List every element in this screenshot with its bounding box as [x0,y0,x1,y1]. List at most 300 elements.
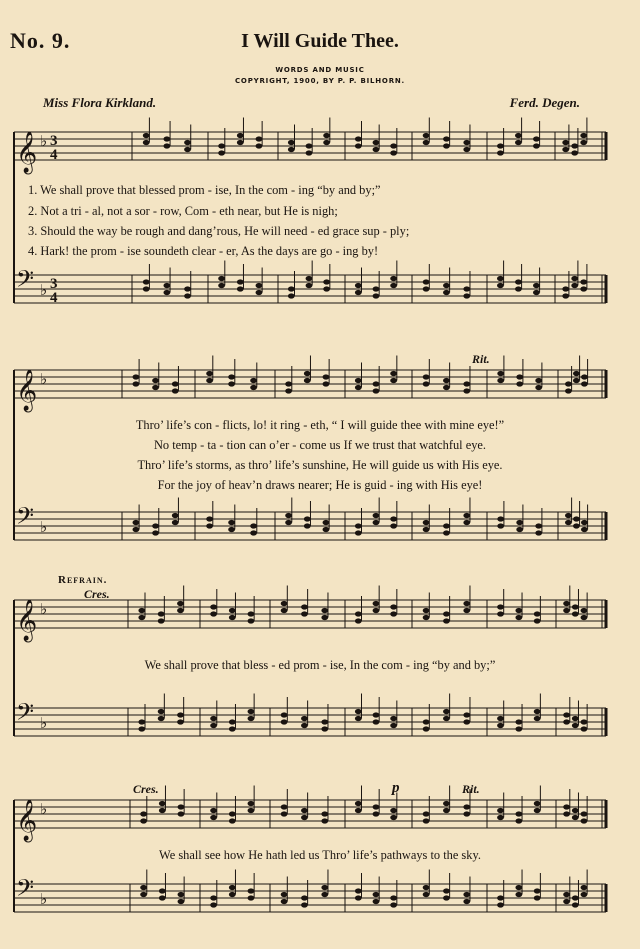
note-head [301,895,308,900]
note-head [580,133,587,138]
note-head [140,818,147,823]
note-head [571,283,578,288]
note-head [390,516,397,521]
note-head [301,815,308,820]
note-head [463,719,470,724]
note-head [572,902,579,907]
note-head [423,811,430,816]
note-head [373,601,380,606]
note-head [321,615,328,620]
note-head [210,902,217,907]
time-signature-bottom: 4 [50,290,58,306]
note-head [281,804,288,809]
note-head [497,523,504,528]
note-head [250,378,257,383]
note-head [177,712,184,717]
note-head [143,133,150,138]
note-head [390,604,397,609]
note-head [159,888,166,893]
note-head [373,381,380,386]
note-head [306,283,313,288]
note-head [321,719,328,724]
note-head [390,378,397,383]
note-head [390,808,397,813]
flat-icon: ♭ [40,518,48,536]
note-head [306,276,313,281]
note-head [423,286,430,291]
note-head [158,618,165,623]
note-head [534,709,541,714]
note-head [443,283,450,288]
note-head [163,283,170,288]
note-head [423,520,430,525]
note-head [143,279,150,284]
note-head [355,808,362,813]
note-head [497,150,504,155]
note-head [463,520,470,525]
bass-clef-icon: 𝄢 [16,874,35,907]
note-head [534,801,541,806]
note-head [534,895,541,900]
note-head [463,293,470,298]
note-head [423,615,430,620]
note-head [133,520,140,525]
note-head [323,140,330,145]
note-head [423,374,430,379]
note-head [288,147,295,152]
note-head [390,895,397,900]
note-head [323,527,330,532]
note-head [210,808,217,813]
note-head [497,815,504,820]
note-head [516,527,523,532]
note-head [306,150,313,155]
note-head [355,290,362,295]
note-head [206,516,213,521]
note-head [390,611,397,616]
note-head [355,530,362,535]
note-head [565,520,572,525]
note-head [562,140,569,145]
note-head [206,378,213,383]
note-head [229,726,236,731]
note-head [218,276,225,281]
time-signature-top: 3 [50,133,58,149]
note-head [323,286,330,291]
note-head [572,723,579,728]
note-head [355,618,362,623]
note-head [443,523,450,528]
note-head [229,719,236,724]
note-head [288,293,295,298]
bass-clef-icon: 𝄢 [16,698,35,731]
note-head [581,885,588,890]
note-head [373,899,380,904]
note-head [497,895,504,900]
note-head [423,608,430,613]
note-head [158,611,165,616]
note-head [229,615,236,620]
note-head [562,147,569,152]
note-head [178,804,185,809]
note-head [463,381,470,386]
note-head [463,712,470,717]
note-head [138,608,145,613]
note-head [563,804,570,809]
note-head [390,902,397,907]
note-head [463,899,470,904]
note-head [152,385,159,390]
note-head [288,140,295,145]
note-head [210,723,217,728]
note-head [228,520,235,525]
note-head [572,815,579,820]
note-head [138,615,145,620]
note-head [152,530,159,535]
note-head [152,378,159,383]
note-head [256,290,263,295]
note-head [573,371,580,376]
note-head [534,716,541,721]
ritardando-mark-1: Rit. [472,352,490,366]
note-head [565,388,572,393]
note-head [423,818,430,823]
note-head [301,604,308,609]
note-head [163,143,170,148]
note-head [248,716,255,721]
note-head [443,618,450,623]
verse2-line-2: No temp - ta - tion can o’er - come us If we trust that watchful eye. [153,438,487,452]
note-head [172,513,179,518]
note-head [163,136,170,141]
note-head [423,726,430,731]
note-head [304,523,311,528]
note-head [423,892,430,897]
note-head [534,611,541,616]
note-head [281,892,288,897]
note-head [172,520,179,525]
treble-clef-icon: 𝄞 [16,370,38,411]
note-head [172,381,179,386]
note-head [572,604,579,609]
note-head [323,374,330,379]
note-head [516,374,523,379]
note-head [237,140,244,145]
note-head [248,808,255,813]
note-head [184,286,191,291]
note-head [443,801,450,806]
note-head [248,709,255,714]
note-head [562,293,569,298]
note-head [443,143,450,148]
note-head [572,808,579,813]
note-head [184,293,191,298]
note-head [581,719,588,724]
note-head [443,378,450,383]
note-head [563,892,570,897]
note-head [423,133,430,138]
note-head [573,516,580,521]
note-head [571,150,578,155]
note-head [256,283,263,288]
note-head [355,716,362,721]
note-head [390,283,397,288]
note-head [373,712,380,717]
time-signature-top: 3 [50,276,58,292]
note-head [373,147,380,152]
note-head [323,520,330,525]
note-head [210,604,217,609]
copyright-line-2: COPYRIGHT, 1900, BY P. P. BILHORN. [235,77,405,85]
note-head [304,371,311,376]
ritardando-mark-2: Rit. [462,782,480,796]
note-head [571,276,578,281]
note-head [423,527,430,532]
note-head [355,143,362,148]
hymn-title: I Will Guide Thee. [241,30,399,52]
refrain-line-2: We shall see how He hath led us Thro’ life’s pathways to the sky. [159,848,481,862]
note-head [565,513,572,518]
note-head [159,808,166,813]
note-head [497,902,504,907]
copyright-line-1: WORDS AND MUSIC [275,66,365,74]
note-head [390,371,397,376]
note-head [250,523,257,528]
flat-icon: ♭ [40,890,48,908]
note-head [178,892,185,897]
note-head [515,719,522,724]
note-head [237,279,244,284]
note-head [534,618,541,623]
note-head [581,811,588,816]
note-head [321,892,328,897]
note-head [572,611,579,616]
note-head [423,381,430,386]
flat-icon: ♭ [40,370,48,388]
note-head [133,527,140,532]
note-head [301,902,308,907]
note-head [288,286,295,291]
note-head [565,381,572,386]
note-head [516,520,523,525]
note-head [515,279,522,284]
treble-clef-icon: 𝄞 [16,132,38,173]
note-head [281,811,288,816]
note-head [373,608,380,613]
note-head [301,716,308,721]
note-head [515,726,522,731]
note-head [443,385,450,390]
note-head [248,888,255,893]
note-head [301,808,308,813]
note-head [515,818,522,823]
note-head [373,811,380,816]
note-head [373,286,380,291]
verse1-line-4: 4. Hark! the prom - ise soundeth clear - er, As the days are go - ing by! [28,244,379,258]
note-head [237,133,244,138]
note-head [497,723,504,728]
note-head [250,385,257,390]
note-head [133,381,140,386]
crescendo-mark-1: Cres. [84,587,110,601]
note-head [534,888,541,893]
note-head [138,726,145,731]
note-head [463,388,470,393]
note-head [562,286,569,291]
note-head [229,885,236,890]
note-head [533,283,540,288]
note-head [563,608,570,613]
note-head [390,523,397,528]
note-head [581,608,588,613]
note-head [281,608,288,613]
note-head [210,716,217,721]
note-head [534,808,541,813]
note-head [178,899,185,904]
note-head [178,811,185,816]
note-head [535,523,542,528]
note-head [463,286,470,291]
note-head [229,608,236,613]
note-head [248,611,255,616]
note-head [563,712,570,717]
note-head [355,895,362,900]
note-head [355,801,362,806]
note-head [210,611,217,616]
note-head [581,527,588,532]
note-head [281,601,288,606]
note-head [355,378,362,383]
note-head [423,279,430,284]
treble-clef-icon: 𝄞 [16,600,38,641]
note-head [443,709,450,714]
note-head [373,520,380,525]
note-head [515,885,522,890]
note-head [355,136,362,141]
note-head [228,381,235,386]
note-head [497,378,504,383]
note-head [229,811,236,816]
note-head [497,143,504,148]
note-head [463,140,470,145]
note-head [533,136,540,141]
note-head [281,712,288,717]
note-head [306,143,313,148]
note-head [163,290,170,295]
note-head [423,885,430,890]
flat-icon: ♭ [40,800,48,818]
flat-icon: ♭ [40,714,48,732]
note-head [158,709,165,714]
note-head [580,286,587,291]
note-head [285,381,292,386]
note-head [177,601,184,606]
note-head [373,513,380,518]
note-head [390,815,397,820]
note-head [285,513,292,518]
note-head [373,388,380,393]
note-head [159,801,166,806]
note-head [443,888,450,893]
note-head [497,611,504,616]
note-head [497,716,504,721]
note-head [140,885,147,890]
verse2-line-1: Thro’ life’s con - flicts, lo! it ring - eth, “ I will guide thee with mine eye!” [135,418,505,432]
note-head [355,523,362,528]
note-head [373,140,380,145]
note-head [515,608,522,613]
note-head [143,140,150,145]
note-head [184,147,191,152]
note-head [321,726,328,731]
note-head [355,709,362,714]
note-head [563,811,570,816]
note-head [572,716,579,721]
note-head [355,888,362,893]
note-head [563,601,570,606]
note-head [581,381,588,386]
composer-credit: Ferd. Degen. [509,95,580,110]
note-head [323,133,330,138]
note-head [497,516,504,521]
note-head [497,276,504,281]
note-head [248,801,255,806]
note-head [580,140,587,145]
note-head [210,815,217,820]
note-head [373,892,380,897]
bass-clef-icon: 𝄢 [16,502,35,535]
note-head [443,716,450,721]
note-head [301,723,308,728]
note-head [321,811,328,816]
note-head [355,611,362,616]
note-head [533,143,540,148]
note-head [581,818,588,823]
time-signature-bottom: 4 [50,147,58,163]
note-head [515,892,522,897]
note-head [140,892,147,897]
note-head [443,530,450,535]
note-head [355,385,362,390]
note-head [301,611,308,616]
note-head [533,290,540,295]
note-head [237,286,244,291]
hymn-number: No. 9. [10,28,71,53]
refrain-label: Refrain. [58,574,108,586]
note-head [423,719,430,724]
verse1-line-1: 1. We shall prove that blessed prom - ise, In the com - ing “by and by;” [28,183,381,197]
note-head [159,895,166,900]
note-head [206,523,213,528]
refrain-line-1: We shall prove that bless - ed prom - ise, In the com - ing “by and by;” [144,658,496,672]
note-head [463,608,470,613]
note-head [463,892,470,897]
flat-icon: ♭ [40,600,48,618]
lyricist-credit: Miss Flora Kirkland. [43,95,157,110]
note-head [304,516,311,521]
note-head [515,811,522,816]
note-head [497,808,504,813]
note-head [172,388,179,393]
note-head [256,143,263,148]
note-head [321,885,328,890]
note-head [143,286,150,291]
note-head [373,293,380,298]
note-head [535,378,542,383]
note-head [140,811,147,816]
note-head [152,523,159,528]
note-head [463,147,470,152]
